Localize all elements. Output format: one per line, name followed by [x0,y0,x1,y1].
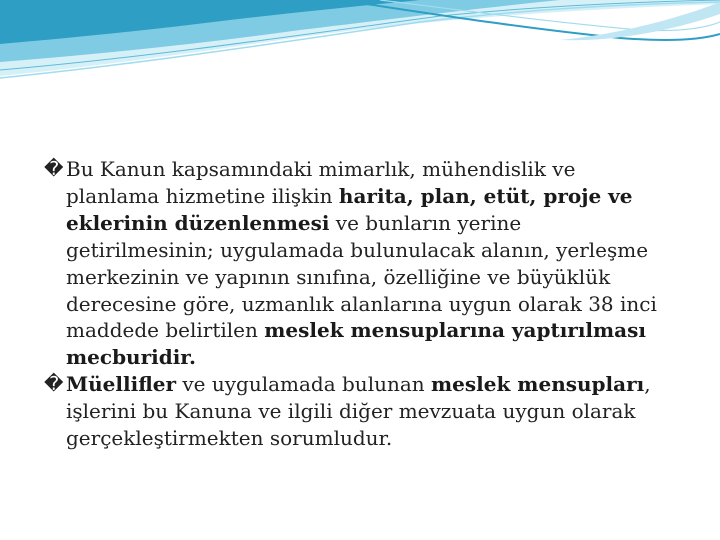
paragraph-2-bold-2: meslek mensupları [431,372,645,397]
paragraph-1-text-1: Bu Kanun kapsamındaki mimarlık, mühendislik ve planlama hizmetine ilişkin [66,157,576,208]
paragraph-2-text-2: , işlerini bu Kanuna ve ilgili diğer mevzuata uygun olarak gerçekleştirmekten sorumludur. [66,372,651,451]
header-wave-decoration [0,0,720,90]
bullet-icon: � [44,373,64,396]
paragraph-1-bold-1: harita, plan, etüt, proje ve eklerinin düzenlenmesi [66,183,633,235]
bullet-icon: � [44,158,64,180]
paragraph-1 [44,156,674,371]
paragraph-2-bold-1: Müellifler [66,372,176,397]
slide-body [44,156,674,452]
paragraph-1-bold-2: meslek mensuplarına yaptırılması mecburidir. [66,318,647,370]
paragraph-1-text-2: ve bunların yerine getirilmesinin; uygulamada bulunulacak alanın, yerleşme merkezinin ve yapının sınıfına, özelliğine ve büyüklük derecesine göre, uzmanlık alanlarına uygun olarak 38 inci maddede belirtilen [66,210,657,343]
paragraph-2 [44,371,674,452]
paragraph-2-text-1: ve uygulamada bulunan [176,372,432,397]
